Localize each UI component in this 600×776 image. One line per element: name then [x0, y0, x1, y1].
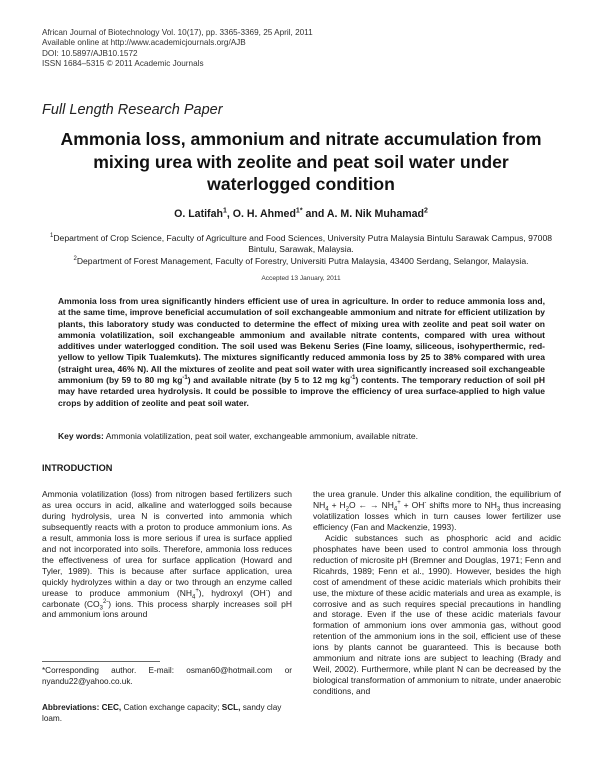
body-text: + H [328, 499, 346, 510]
abbreviation-value: sandy clay loam. [42, 703, 282, 723]
abstract-unit-exponent: -1 [182, 375, 188, 382]
chem-superscript: + [195, 587, 199, 594]
abstract-unit-exponent: -1 [350, 375, 356, 382]
abbreviation-key: CEC, [99, 703, 122, 712]
author-affil-marker: 1 [222, 207, 227, 215]
affiliation-marker: 2 [73, 255, 77, 262]
affiliation [42, 256, 560, 267]
body-text: O ← → NH [349, 499, 394, 510]
keywords-label: Key words: [58, 431, 104, 441]
paper-type: Full Length Research Paper [42, 102, 223, 118]
author-name: A. M. Nik Muhamad [326, 208, 424, 220]
chem-subscript: 3 [99, 605, 103, 612]
affiliation [42, 233, 560, 256]
author-affil-marker: 2 [424, 207, 428, 215]
keywords-text: Ammonia volatilization, peat soil water, exchangeable ammonium, available nitrate. [103, 431, 419, 441]
journal-header [42, 28, 562, 70]
journal-citation: African Journal of Biotechnology Vol. 10(17), pp. 3365-3369, 25 April, 2011 [42, 28, 313, 37]
affiliation-text: Department of Crop Science, Faculty of Agriculture and Food Sciences, University Putra Malaysia Bintulu Sarawak Campus, 97008 Bintulu, Sarawak, Malaysia. [53, 233, 553, 255]
affiliation-text: Department of Forest Management, Faculty of Forestry, Universiti Putra Malaysia, 43400 Serdang, Selangor, Malaysia. [76, 255, 529, 266]
chem-subscript: 3 [496, 506, 501, 513]
body-text: thus increasing volatilization losses which in turn causes lower fertilizer use efficiency (Fan and Mackenzie, 1993). [313, 499, 561, 532]
abbreviations-label: Abbreviations: [42, 703, 100, 712]
chem-subscript: 4 [325, 506, 329, 513]
corresponding-author-footnote: *Corresponding author. E-mail: osman60@hotmail.com or nyandu22@yahoo.co.uk. [42, 666, 292, 686]
affiliation-marker: 1 [49, 233, 54, 240]
chem-superscript: 2- [102, 598, 109, 605]
chem-superscript: - [265, 587, 268, 594]
journal-availability: Available online at http://www.academicjournals.org/AJB [42, 38, 246, 48]
keywords [58, 431, 545, 442]
abstract-text: Ammonia loss from urea significantly hinders efficient use of urea in agriculture. In order to reduce ammonia loss and, at the same time, improve beneficial accumulation of soil exchangeable ammonium and nitrate for efficient utilization by plants, this laboratory study was conducted to determine the effect of mixing urea with zeolite and peat soil water on ammonia volatilization, soil exchangeable ammonium and available nitrate contents, compared with urea without additives under waterlogged condition. The soil used was Bekenu Series (Fine loamy, siliceous, isohyperthermic, red-yellow to yellow Tipik Tualemkuts). The mixtures significantly reduced ammonia loss by 25 to 38% compared with urea (straight urea, 46% N). All the mixtures of zeolite and peat soil water with urea significantly increased soil exchangeable ammonium (by 59 to 80 mg kg [58, 296, 545, 386]
body-text: shifts more to NH [426, 499, 497, 510]
body-text: ), hydroxyl (OH [198, 587, 266, 598]
chem-subscript: 4 [393, 506, 398, 513]
body-text: + OH [400, 499, 425, 510]
abbreviation-value: Cation exchange capacity; [121, 703, 222, 712]
abstract-text: ) contents. The temporary reduction of soil pH may have retarded urea hydrolysis. It could be possible to improve the efficiency of urea surface-applied to high value crops by addition of zeolite and peat soil water. [58, 375, 545, 408]
footnote-divider [42, 661, 160, 662]
right-column [313, 489, 561, 697]
chem-subscript: 4 [192, 594, 196, 601]
chem-superscript: + [397, 500, 401, 507]
body-text: the urea granule. Under this alkaline condition, the equilibrium of NH [313, 489, 561, 510]
accepted-date: Accepted 13 January, 2011 [261, 275, 341, 282]
author-name: O. Latifah [174, 208, 223, 220]
section-heading-introduction: INTRODUCTION [42, 463, 113, 473]
body-text: ) ions. This process sharply increases soil pH and ammonium ions around [42, 598, 292, 620]
body-text: Ammonia volatilization (loss) from nitrogen based fertilizers such as urea occurs in acid, alkaline and waterlogged soils because during hydrolysis, urea N is converted into ammonia which subsequently reacts with a proton to produce ammonium ions. As a result, ammonia loss is more serious if urea is surface applied and not incorporated into soils. Therefore, ammonia loss reduces the effectiveness of urea for surface application (Howard and Tyler, 1989). This is because after surface application, urea quickly hydrolyzes within a day or two through an enzyme called urease to produce ammonium (NH [42, 489, 292, 598]
paper-title: Ammonia loss, ammonium and nitrate accumulation from mixing urea with zeolite and peat soil water under waterlogged condition [60, 129, 542, 194]
author-separator: , [226, 208, 233, 220]
abbreviations [42, 702, 292, 724]
body-text: ) and carbonate (CO [42, 587, 292, 609]
chem-subscript: 2 [345, 506, 349, 513]
body-paragraph [42, 489, 292, 620]
author-separator: and [302, 208, 327, 220]
body-paragraph: Acidic substances such as phosphoric acid and acidic phosphates have been used to control ammonia loss through reduction of microsite pH (Bremner and Douglas, 1971; Fenn and Ricahrds, 1989; Fenn et al., 1990). However, besides the high cost of amendment of these acidic materials which prohibits their use, the mixture of these acidic materials and urea as example, is corrosive and as such requires special precautions in handling and storage. Even if the use of these acidic materials favour formation of ammonium ions over ammonia gas, without good retention of the ammonium ions in the soil, efficient use of these ions by plants cannot be guaranteed. This is because both ammonium and nitrate ions are subject to leaching (Brady and Weil, 2002). Furthermore, while plant N can be decreased by the biological transformation of ammonium to nitrate, under anaerobic conditions, and [313, 532, 561, 697]
affiliation-list [42, 233, 560, 267]
abbreviation-key: SCL, [221, 703, 241, 712]
body-paragraph [313, 489, 561, 533]
author-name: O. H. Ahmed [232, 208, 296, 220]
author-list [42, 208, 560, 220]
journal-doi: DOI: 10.5897/AJB10.1572 [42, 48, 138, 58]
left-column [42, 489, 292, 620]
abstract-text: ) and available nitrate (by 5 to 12 mg kg [187, 375, 351, 386]
author-affil-marker: 1* [295, 207, 303, 215]
abstract [58, 296, 545, 409]
chem-superscript: - [424, 500, 427, 507]
journal-issn: ISSN 1684–5315 © 2011 Academic Journals [42, 59, 204, 69]
